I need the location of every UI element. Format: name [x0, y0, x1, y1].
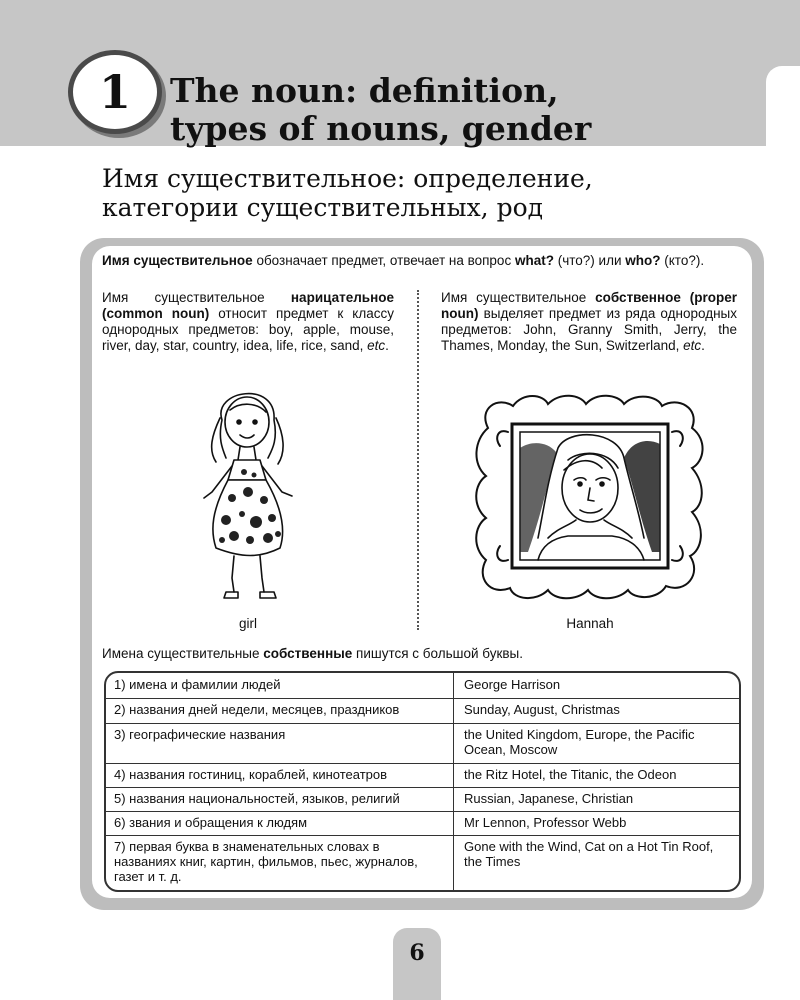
- hannah-portrait-illustration: [468, 388, 712, 604]
- table-cell-example: Russian, Japanese, Christian: [464, 791, 634, 806]
- proper-text: выделяет предмет из ряда однородных предметов: John, Granny Smith, Jerry, the Thames, Monday, the Sun, Switzerland,: [441, 306, 737, 353]
- table-row: [106, 723, 739, 763]
- proper-etc: etc: [683, 338, 702, 353]
- note-text-1: Имена существительные: [102, 646, 264, 661]
- page-title: [170, 72, 730, 148]
- note-text-2: пишутся с большой буквы.: [352, 646, 523, 661]
- intro-text-1: обозначает предмет, отвечает на вопрос: [252, 253, 515, 268]
- table-cell-example: Gone with the Wind, Cat on a Hot Tin Roof, the Times: [464, 839, 714, 869]
- table-cell-example: the Ritz Hotel, the Titanic, the Odeon: [464, 767, 677, 782]
- table-cell-category: 3) географические названия: [106, 723, 454, 763]
- chapter-number: 1: [98, 65, 131, 119]
- table-row: [106, 698, 739, 723]
- subtitle-line-1: Имя существительное: определение,: [102, 164, 593, 193]
- common-etc: etc: [367, 338, 386, 353]
- table-row: [106, 763, 739, 787]
- table-cell-example: the United Kingdom, Europe, the Pacific Ocean, Moscow: [464, 727, 695, 757]
- common-text: относит предмет к классу однородных предметов: boy, apple, mouse, river, day, star, country, idea, life, rice, sand,: [102, 306, 394, 353]
- table-cell-category: 2) названия дней недели, месяцев, праздников: [106, 698, 454, 723]
- table-cell-example: Sunday, August, Christmas: [464, 702, 620, 717]
- table-cell-category: 6) звания и обращения к людям: [106, 811, 454, 835]
- subtitle-line-2: категории существительных, род: [102, 193, 544, 222]
- common-lead: Имя существительное: [102, 290, 291, 305]
- column-divider: [417, 290, 419, 630]
- intro-definition: [102, 253, 740, 269]
- intro-text-3: (кто?).: [660, 253, 705, 268]
- intro-question-what: what?: [514, 253, 554, 268]
- capitalization-note: [102, 646, 742, 662]
- common-end: .: [385, 338, 389, 353]
- header-tab: [766, 66, 800, 146]
- table-cell-category: 4) названия гостиниц, кораблей, кинотеатров: [106, 763, 454, 787]
- girl-caption: girl: [238, 616, 257, 631]
- proper-noun-definition: [441, 290, 737, 354]
- table-cell-category: 5) названия национальностей, языков, религий: [106, 787, 454, 811]
- russian-subtitle: [102, 164, 722, 222]
- proper-lead: Имя существительное: [441, 290, 596, 305]
- table-row: [106, 835, 739, 890]
- girl-illustration: [182, 380, 312, 608]
- common-noun-term: нарицательное (common noun): [102, 290, 394, 321]
- note-term: собственные: [263, 646, 353, 661]
- proper-end: .: [701, 338, 705, 353]
- title-line-1: The noun: definition,: [170, 71, 559, 110]
- table-row: [106, 673, 739, 698]
- title-line-2: types of nouns, gender: [170, 109, 592, 148]
- proper-noun-term: собственное (proper noun): [441, 290, 737, 321]
- hannah-caption: Hannah: [566, 616, 614, 631]
- chapter-number-badge: [68, 50, 162, 134]
- table-cell-category: 1) имена и фамилии людей: [106, 673, 454, 698]
- common-noun-definition: [102, 290, 394, 354]
- table-cell-example: Mr Lennon, Professor Webb: [464, 815, 627, 830]
- intro-text-2: (что?) или: [553, 253, 626, 268]
- table-cell-category: 7) первая буква в знаменательных словах в названиях книг, картин, фильмов, пьес, журналов, газет и т. д.: [106, 835, 454, 890]
- intro-question-who: who?: [625, 253, 661, 268]
- table-row: [106, 787, 739, 811]
- table-cell-example: George Harrison: [464, 677, 561, 692]
- table-row: [106, 811, 739, 835]
- proper-noun-table: [104, 671, 741, 892]
- page-number: 6: [409, 940, 425, 966]
- intro-term: Имя существительное: [102, 253, 253, 268]
